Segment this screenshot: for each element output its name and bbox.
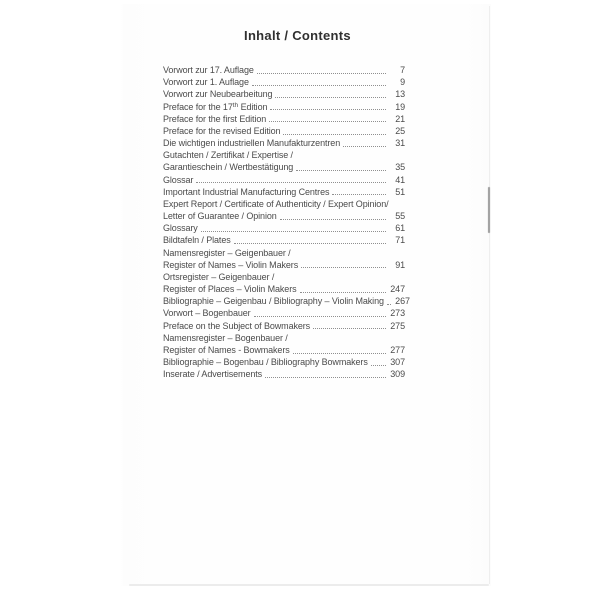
toc-entry-page: 275 (390, 320, 405, 331)
toc-entry (163, 295, 410, 307)
toc-entry-label: Ortsregister – Geigenbauer / (163, 271, 275, 282)
toc-leader-dots (313, 328, 386, 329)
toc-entry-label: Letter of Guarantee / Opinion (163, 211, 277, 222)
page-right-edge (489, 6, 490, 584)
toc-entry (163, 283, 405, 295)
page-title: Inhalt / Contents (244, 28, 351, 43)
toc-entry (163, 344, 405, 356)
toc-entry (163, 161, 405, 173)
toc-entry-label: Preface on the Subject of Bowmakers (163, 320, 311, 331)
page-title-wrap (125, 27, 470, 45)
toc-entry-page: 35 (395, 162, 405, 173)
toc-entry-label: Die wichtigen industriellen Manufakturzentren (163, 138, 341, 149)
toc-leader-dots (283, 134, 386, 135)
toc-entry-label: Inserate / Advertisements (163, 369, 263, 380)
toc-entry (163, 320, 405, 332)
toc-entry-page: 21 (395, 113, 405, 124)
toc-leader-dots (196, 182, 386, 183)
toc-entry-label: Garantieschein / Wertbestätigung (163, 162, 294, 173)
toc-entry (163, 222, 405, 234)
toc-entry-label: Namensregister – Bogenbauer / (163, 332, 288, 343)
toc-leader-dots (265, 377, 386, 378)
toc-entry (163, 76, 405, 88)
toc-leader-dots (275, 97, 386, 98)
toc-entry (163, 332, 405, 344)
toc-entry-label: Preface for the first Edition (163, 113, 267, 124)
toc-leader-dots (201, 231, 386, 232)
toc-entry-label: Bibliographie – Bogenbau / Bibliography Bowmakers (163, 357, 368, 368)
toc-leader-dots (280, 219, 386, 220)
toc-leader-dots (301, 267, 386, 268)
toc-entry-label: Glossar (163, 174, 194, 185)
toc-entry-label: Vorwort zur 1. Auflage (163, 77, 249, 88)
toc-entry (163, 198, 405, 210)
toc-entry-page: 277 (390, 344, 405, 355)
toc-entry-label: Namensregister – Geigenbauer / (163, 247, 291, 258)
toc-entry-page: 41 (395, 174, 405, 185)
toc-entry-label: Register of Names – Violin Makers (163, 259, 299, 270)
toc-entry-label: Vorwort – Bogenbauer (163, 308, 251, 319)
toc-entry-page: 273 (390, 308, 405, 319)
toc-leader-dots (269, 121, 386, 122)
toc-leader-dots (343, 146, 386, 147)
toc-entry-label: Vorwort zur Neubearbeitung (163, 89, 273, 100)
toc-entry (163, 234, 405, 246)
toc-entry-label: Register of Names - Bowmakers (163, 344, 290, 355)
toc-leader-dots (332, 194, 386, 195)
toc-entry-label: Important Industrial Manufacturing Centres (163, 186, 330, 197)
toc-entry-page: 9 (400, 77, 405, 88)
toc-entry-page: 31 (395, 138, 405, 149)
toc-entry (163, 247, 405, 259)
toc-entry-page: 51 (395, 186, 405, 197)
toc-entry-page: 71 (395, 235, 405, 246)
toc-entry (163, 356, 405, 368)
toc-entry (163, 368, 405, 380)
toc-leader-dots (270, 109, 386, 110)
toc-entry-page: 247 (390, 284, 405, 295)
toc-entry (163, 259, 405, 271)
toc-entry (163, 210, 405, 222)
toc-entry (163, 137, 405, 149)
toc-entry (163, 64, 405, 76)
page-edge-shadow (488, 187, 490, 233)
toc-entry-label: Preface for the 17th Edition (163, 101, 268, 112)
toc-leader-dots (257, 73, 386, 74)
toc-list (163, 64, 410, 380)
toc-entry-page: 55 (395, 211, 405, 222)
toc-entry-label: Gutachten / Zertifikat / Expertise / (163, 150, 293, 161)
toc-entry-page: 91 (395, 259, 405, 270)
toc-entry-label: Vorwort zur 17. Auflage (163, 65, 254, 75)
toc-entry-page: 13 (395, 89, 405, 100)
toc-entry (163, 101, 405, 113)
toc-entry (163, 271, 405, 283)
toc-entry (163, 307, 405, 319)
toc-entry-page: 7 (400, 65, 405, 75)
toc-entry (163, 174, 405, 186)
toc-entry-label: Bildtafeln / Plates (163, 235, 231, 246)
toc-entry-label: Glossary (163, 223, 198, 234)
toc-leader-dots (300, 292, 387, 293)
toc-leader-dots (371, 365, 386, 366)
toc-entry-label: Expert Report / Certificate of Authenticity / Expert Opinion/ (163, 198, 389, 209)
toc-entry-page: 19 (395, 101, 405, 112)
toc-entry (163, 149, 405, 161)
toc-leader-dots (252, 85, 386, 86)
toc-entry-page: 61 (395, 223, 405, 234)
toc-entry (163, 186, 405, 198)
toc-leader-dots (387, 304, 391, 305)
toc-entry-label: Bibliographie – Geigenbau / Bibliography – Violin Making (163, 296, 384, 307)
toc-leader-dots (234, 243, 386, 244)
toc-entry-label: Register of Places – Violin Makers (163, 284, 297, 295)
toc-entry (163, 125, 405, 137)
toc-entry-label: Preface for the revised Edition (163, 125, 281, 136)
toc-entry (163, 88, 405, 100)
toc-entry-page: 25 (395, 125, 405, 136)
toc-leader-dots (296, 170, 386, 171)
toc-entry-page: 307 (390, 357, 405, 368)
toc-leader-dots (293, 353, 386, 354)
toc-entry-page: 309 (390, 369, 405, 380)
toc-entry-page: 267 (395, 296, 410, 307)
toc-entry (163, 113, 405, 125)
page-bottom-shadow (129, 584, 489, 586)
toc-leader-dots (254, 316, 386, 317)
